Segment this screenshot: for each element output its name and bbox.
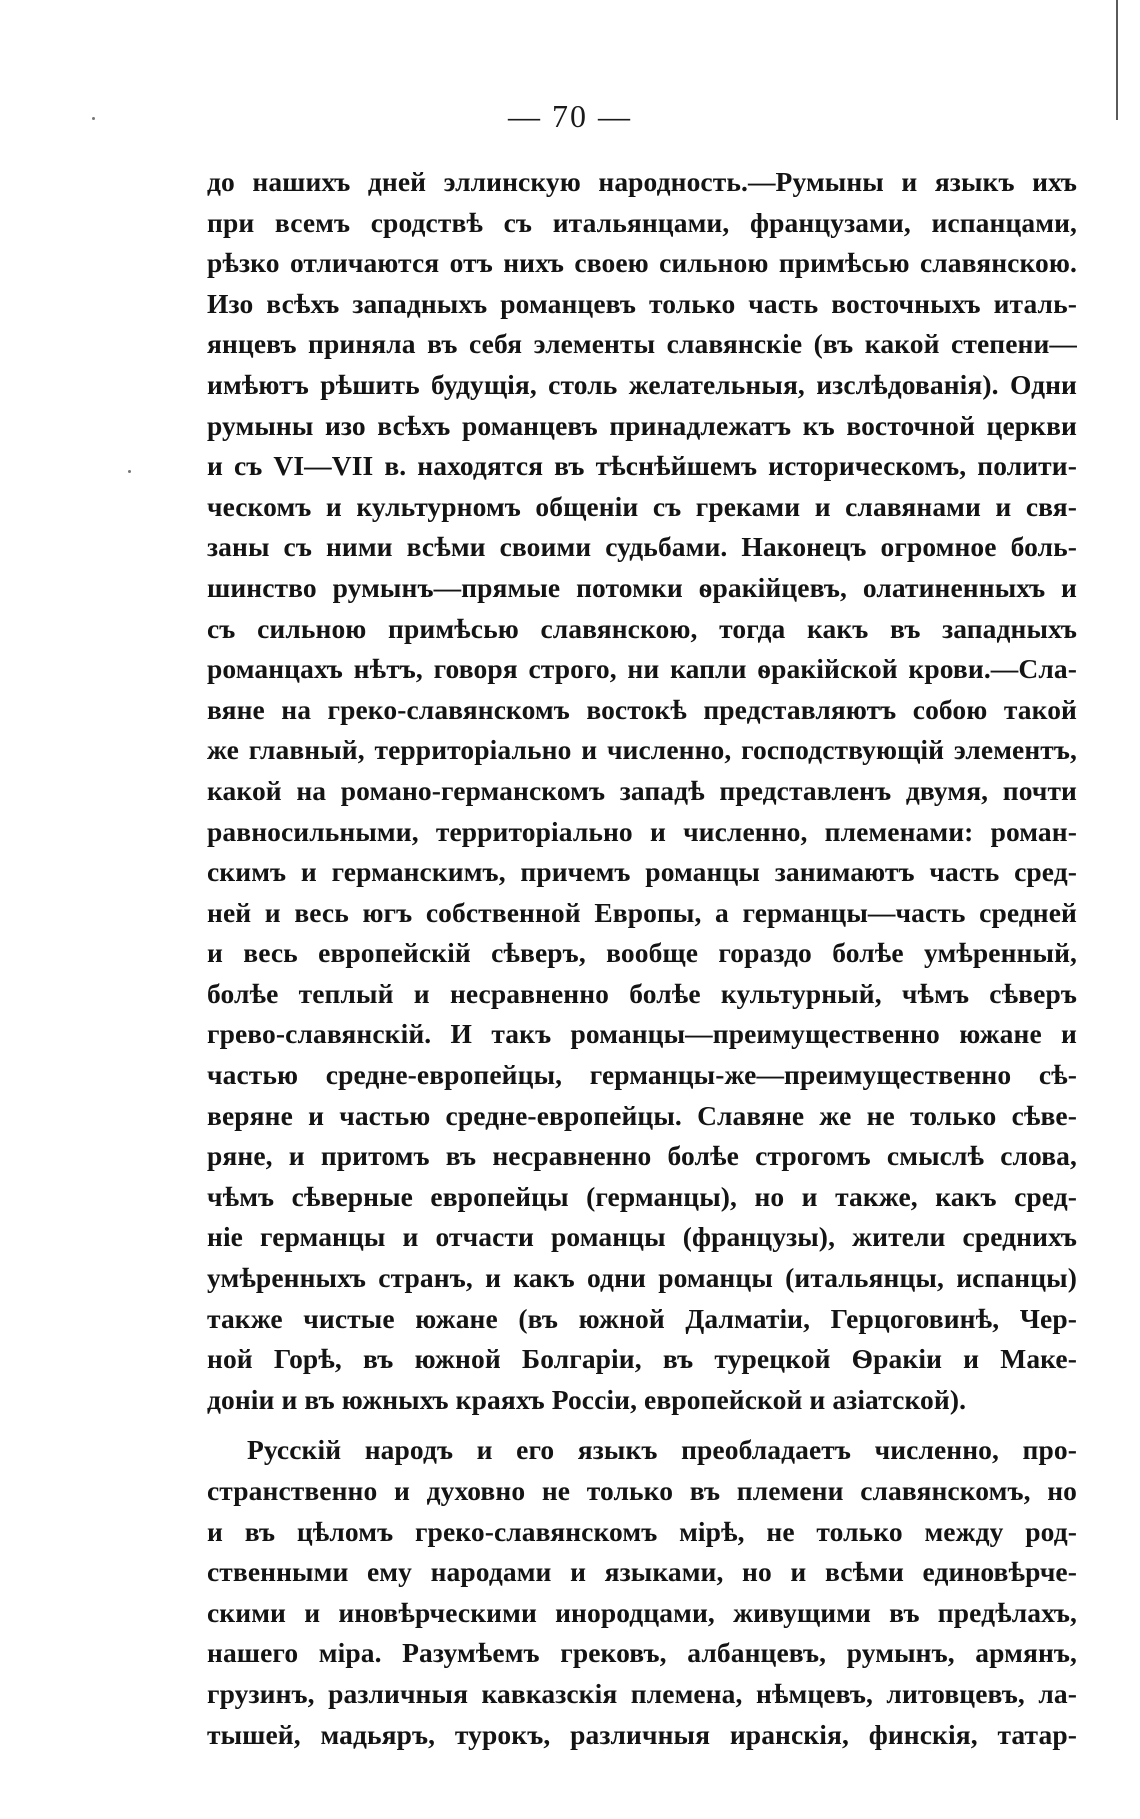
text-line: до нашихъ дней эллинскую народность.—Румыны и языкъ ихъ — [207, 166, 1077, 197]
text-line: янцевъ приняла въ себя элементы славянскіе (въ какой степени— — [207, 328, 1077, 360]
text-line: рѣзко отличаются отъ нихъ своею сильною примѣсью славянскою. — [207, 247, 1077, 279]
text-line: же главный, территоріально и численно, господствующій элементъ, — [207, 734, 1077, 766]
text-line: скимъ и германскимъ, причемъ романцы занимаютъ часть сред- — [207, 856, 1077, 888]
text-line: веряне и частью средне-европейцы. Славяне же не только сѣве- — [207, 1099, 1077, 1131]
text-line: грузинъ, различныя кавказскія племена, нѣмцевъ, литовцевъ, ла- — [207, 1677, 1077, 1709]
text-line: болѣе теплый и несравненно болѣе культурный, чѣмъ сѣверъ — [207, 977, 1077, 1009]
text-line: вяне на греко-славянскомъ востокѣ представляютъ собою такой — [207, 693, 1077, 725]
text-line: также чистые южане (въ южной Далматіи, Герцоговинѣ, Чер- — [207, 1302, 1077, 1334]
text-line: и весь европейскій сѣверъ, вообще гораздо болѣе умѣренный, — [207, 937, 1077, 969]
paragraph-2 — [207, 1430, 1077, 1755]
text-line: Русскій народъ и его языкъ преобладаетъ численно, про- — [247, 1434, 1077, 1466]
text-line: романцахъ нѣтъ, говоря строго, ни капли ѳракійской крови.—Сла- — [207, 653, 1077, 685]
text-line: и съ VI—VII в. находятся въ тѣснѣйшемъ историческомъ, полити- — [207, 450, 1077, 482]
paragraph-1 — [207, 162, 1077, 1420]
text-line: ческомъ и культурномъ общеніи съ греками и славянами и свя- — [207, 490, 1077, 522]
scan-speck — [128, 470, 131, 473]
text-line: ряне, и притомъ въ несравненно болѣе строгомъ смыслѣ слова, — [207, 1140, 1077, 1172]
text-line: скими и иновѣрческими инородцами, живущими въ предѣлахъ, — [207, 1596, 1077, 1628]
text-line: чѣмъ сѣверные европейцы (германцы), но и также, какъ сред- — [207, 1180, 1077, 1212]
text-line: Изо всѣхъ западныхъ романцевъ только часть восточныхъ италь- — [207, 287, 1077, 319]
text-line: тышей, мадьяръ, турокъ, различныя иранскія, финскія, татар- — [207, 1718, 1077, 1750]
text-line: ной Горѣ, въ южной Болгаріи, въ турецкой Ѳракіи и Маке- — [207, 1343, 1077, 1375]
text-line: имѣютъ рѣшить будущія, столь желательныя, изслѣдованія). Одни — [207, 368, 1077, 400]
text-line: ней и весь югъ собственной Европы, а германцы—часть средней — [207, 896, 1077, 928]
text-line: частью средне-европейцы, германцы-же—преимущественно сѣ- — [207, 1059, 1077, 1091]
text-line: умѣренныхъ странъ, и какъ одни романцы (итальянцы, испанцы) — [207, 1262, 1077, 1294]
text-line: съ сильною примѣсью славянскою, тогда какъ въ западныхъ — [207, 612, 1077, 644]
text-line: странственно и духовно не только въ племени славянскомъ, но — [207, 1475, 1077, 1506]
text-line: шинство румынъ—прямые потомки ѳракійцевъ, олатиненныхъ и — [207, 571, 1077, 603]
text-line: заны съ ними всѣми своими судьбами. Наконецъ огромное боль- — [207, 531, 1077, 563]
text-line: румыны изо всѣхъ романцевъ принадлежатъ къ восточной церкви — [207, 409, 1077, 441]
text-line: равносильными, территоріально и численно, племенами: роман- — [207, 815, 1077, 847]
text-line: при всемъ сродствѣ съ итальянцами, французами, испанцами, — [207, 206, 1077, 238]
text-line: грево-славянскій. И такъ романцы—преимущественно южане и — [207, 1018, 1077, 1050]
text-line: доніи и въ южныхъ краяхъ Россіи, европейской и азіатской). — [207, 1383, 967, 1415]
text-line: ніе германцы и отчасти романцы (французы), жители среднихъ — [207, 1221, 1077, 1253]
text-line: нашего міра. Разумѣемъ грековъ, албанцевъ, румынъ, армянъ, — [207, 1637, 1077, 1669]
page-number: — 70 — — [508, 98, 632, 134]
text-line: и въ цѣломъ греко-славянскомъ мірѣ, не только между род- — [207, 1515, 1077, 1547]
text-line: какой на романо-германскомъ западѣ представленъ двумя, почти — [207, 774, 1077, 806]
body-text — [207, 162, 1077, 1755]
text-line: ственными ему народами и языками, но и всѣми единовѣрче- — [207, 1556, 1077, 1588]
